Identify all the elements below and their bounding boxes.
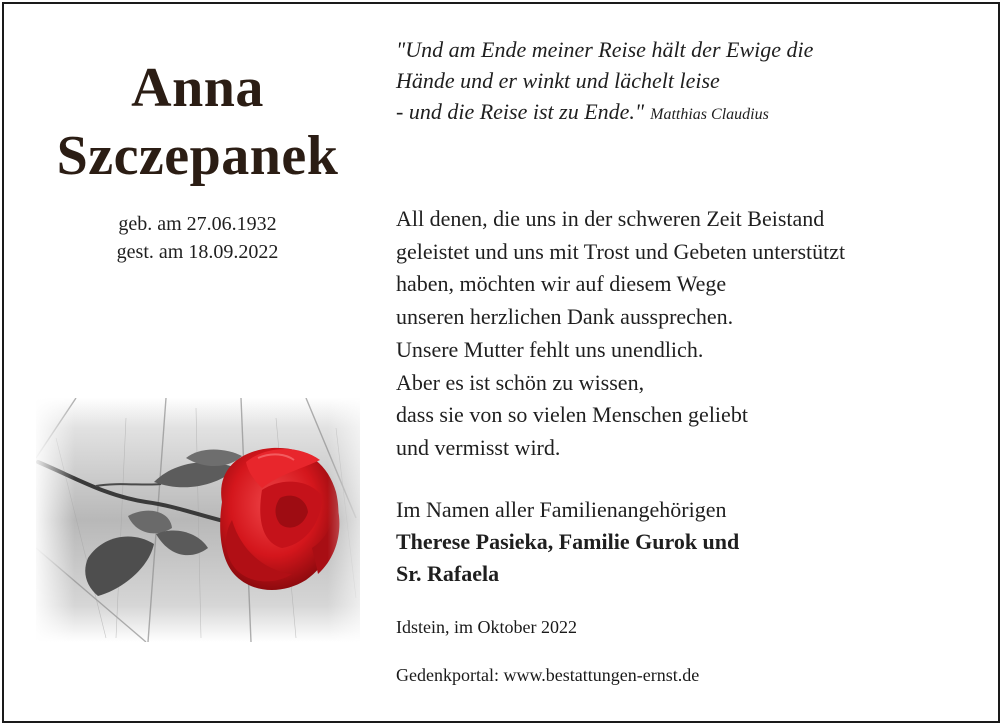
quote-line [396, 96, 976, 130]
memorial-quote [396, 34, 976, 130]
thanks-line: dass sie von so vielen Menschen geliebt [396, 402, 748, 428]
thanks-line: haben, möchten wir auf diesem Wege [396, 271, 727, 297]
birth-date: geb. am 27.06.1932 [118, 213, 277, 235]
rose-image [36, 398, 360, 642]
quote-line: "Und am Ende meiner Reise hält der Ewige die [396, 37, 814, 62]
thanks-line: All denen, die uns in der schweren Zeit Beistand [396, 206, 825, 231]
thanks-line: Aber es ist schön zu wissen, [396, 369, 645, 395]
quote-line-text: - und die Reise ist zu Ende." [396, 99, 645, 124]
family-names: Sr. Rafaela [396, 561, 500, 586]
death-date: gest. am 18.09.2022 [116, 241, 279, 263]
family-intro: Im Namen aller Familienangehörigen [396, 497, 727, 522]
family-signature [396, 494, 976, 590]
memorial-portal: Gedenkportal: www.bestattungen-ernst.de [396, 665, 700, 685]
deceased-first-name: Anna [131, 57, 264, 119]
quote-line: Hände und er winkt und lächelt leise [396, 68, 720, 93]
thanks-line: unseren herzlichen Dank aussprechen. [396, 304, 734, 330]
family-names: Therese Pasieka, Familie Gurok und [396, 529, 740, 554]
quote-author: Matthias Claudius [650, 106, 769, 123]
thanks-line: geleistet und uns mit Trost und Gebeten unterstützt [396, 238, 846, 264]
deceased-last-name: Szczepanek [56, 125, 339, 187]
thanks-line: Unsere Mutter fehlt uns unendlich. [396, 336, 704, 362]
place-and-date: Idstein, im Oktober 2022 [396, 617, 577, 637]
thank-you-text [396, 203, 976, 465]
thanks-line: und vermisst wird. [396, 434, 561, 460]
